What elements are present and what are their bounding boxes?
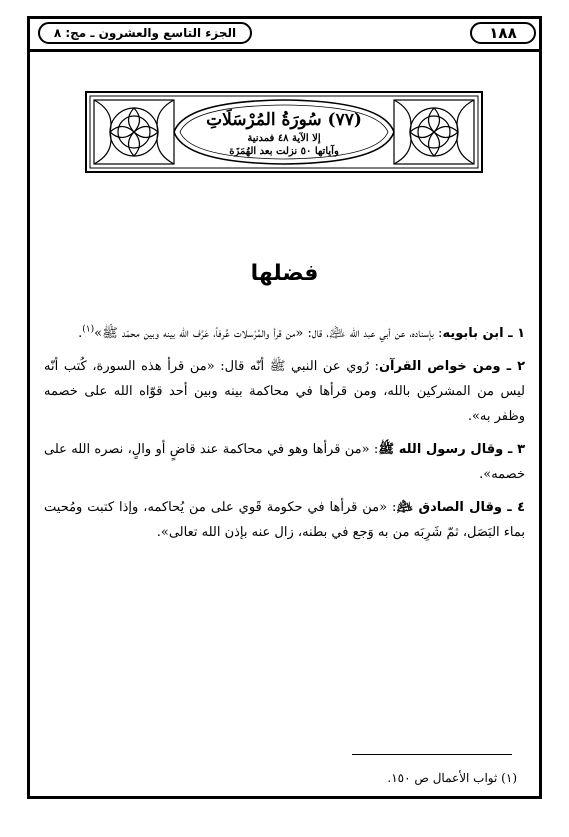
footnote: (١) ثواب الأعمال ص ١٥٠. (387, 771, 517, 785)
paragraph-text: : رُوي عن النبي ﷺ أنّه قال: «من قرأ هذه السورة، كُتب أنّه ليس من المشركين بالله، ومن قرأها في محاكمة بينه وبين أحد قوّاه الله على خصمه وظفر به». (44, 359, 525, 424)
section-heading: فضلها (250, 261, 319, 286)
banner-line-2: إلا الآية ٤٨ فمدنية (247, 133, 321, 144)
banner-title: (٧٧) سُورَةُ المُرْسَلَاتِ (206, 110, 362, 130)
paragraph-lead: ٤ ـ وقال الصادق ﵇ (396, 500, 525, 515)
footnote-divider (352, 754, 512, 755)
paragraph-lead: ٢ ـ ومن خواص القرآن (378, 359, 526, 374)
banner-line-3: وآياتها ٥٠ نزلت بعد الهُمَزَة (229, 146, 339, 157)
paragraph-4 (44, 495, 525, 545)
page-frame (27, 16, 542, 799)
paragraph-2 (44, 354, 525, 429)
surah-title-banner (85, 91, 483, 173)
paragraph-text: : بإسناده، عن أبي عبد الله ﵇، قال: «من قرأ والمُرْسلات عُرفاً، عَرَّف الله بينه وبين محمّد ﷺ» (94, 326, 443, 341)
paragraph-text: : «من قرأها وهو في محاكمة عند قاضٍ أو والٍ، نصره الله على خصمه». (44, 442, 525, 482)
paragraph-lead: ١ ـ ابن بابويه (442, 326, 525, 341)
header-bar (30, 19, 539, 52)
ornament-left (94, 100, 174, 164)
paragraph-3 (44, 437, 525, 487)
body-text (44, 321, 525, 553)
page-number: ١٨٨ (470, 22, 536, 44)
paragraph-text: : «من قرأها في حكومة قَوي على من يُحاكمه، وإذا كتبت ومُحيت بماء البَصَل، ثمّ شَرِبَه من به وَجع في بطنه، زال عنه بإذن الله تعالى». (44, 500, 525, 540)
ornament-right (394, 100, 474, 164)
paragraph-lead: ٣ ـ وقال رسول الله ﷺ (378, 442, 525, 457)
paragraph-1: ١ ـ ابن بابويه: بإسناده، عن أبي عبد الله ﵇، قال: «من قرأ والمُرْسلات عُرفاً، عَرَّف الله بينه وبين محمّد ﷺ»$^{(١)}$. (78, 324, 525, 341)
running-head: الجزء التاسع والعشرون ـ مج: ٨ (38, 22, 252, 44)
footnote-ref: (١) (82, 324, 95, 335)
